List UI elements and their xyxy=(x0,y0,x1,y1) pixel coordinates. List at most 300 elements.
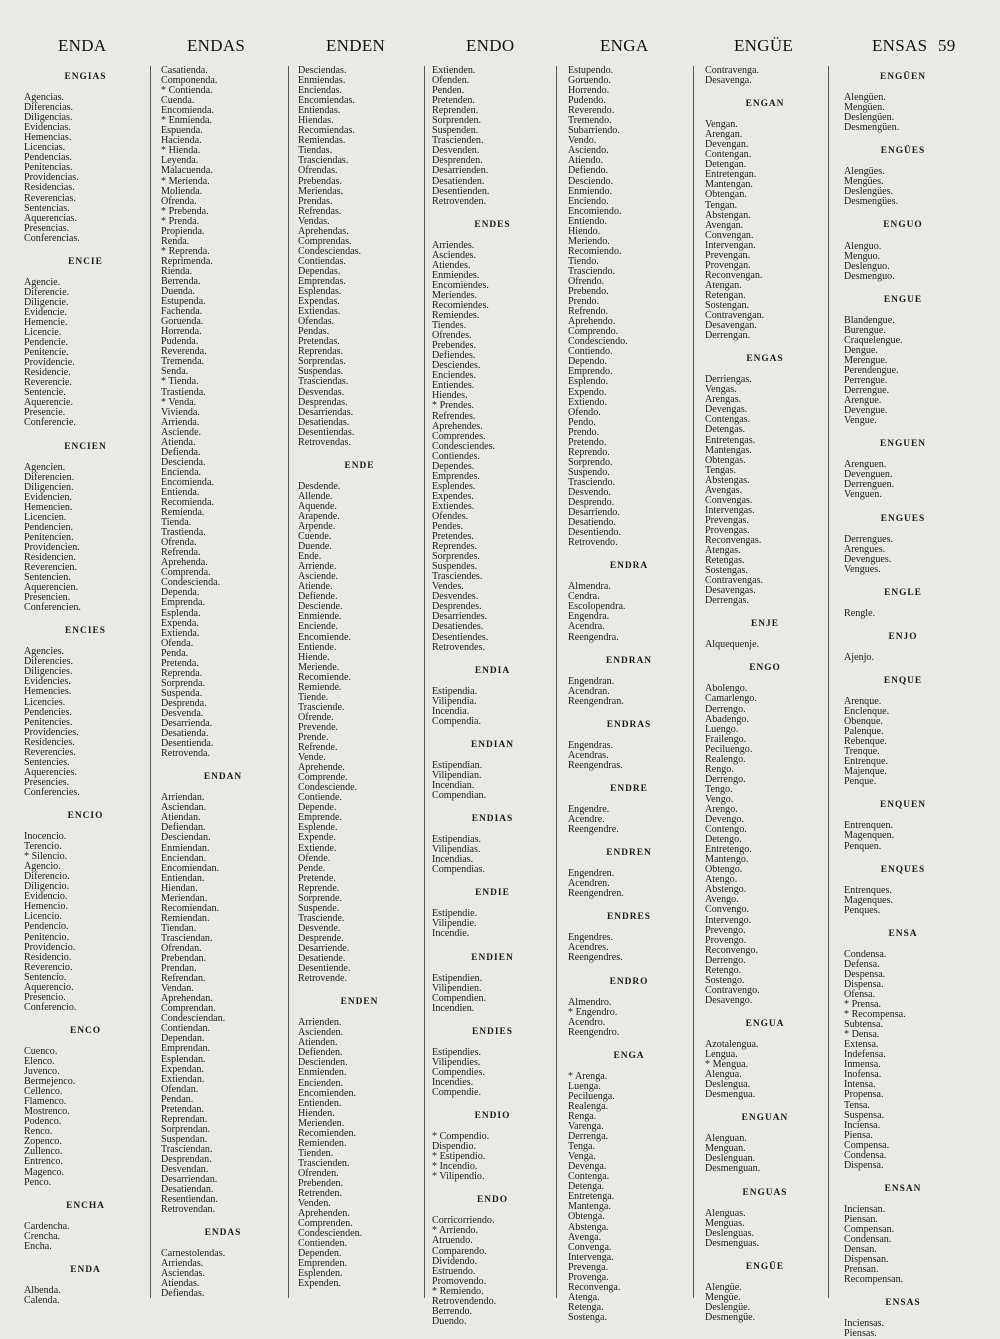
word-entry: Asciendas. xyxy=(161,1268,206,1280)
word-entry: Expenden. xyxy=(298,1278,341,1290)
word-entry: Compendias. xyxy=(432,864,485,876)
word-entry: Recomiendes. xyxy=(432,299,489,311)
word-entry: Asciendan. xyxy=(161,802,207,814)
word-entry: Diligencies. xyxy=(24,666,73,678)
word-entry: Sentencio. xyxy=(24,971,67,983)
word-entry: Entiendes. xyxy=(432,380,475,392)
word-entry: Refrendan. xyxy=(161,973,206,985)
word-entry: Tengan. xyxy=(705,199,738,211)
word-entry: Abstenga. xyxy=(568,1221,609,1233)
section-heading: ENDRE xyxy=(610,783,648,794)
word-entry: Presencien. xyxy=(24,592,71,604)
word-entry: Engendran. xyxy=(568,675,615,687)
word-entry: Avengan. xyxy=(705,219,744,231)
word-entry: Remienda. xyxy=(161,507,205,519)
word-entry: Esplende. xyxy=(298,822,338,834)
word-entry: Desdende. xyxy=(298,480,341,492)
section-heading: ENDIEN xyxy=(471,952,514,963)
word-entry: Reverenda. xyxy=(161,346,207,358)
section-heading: ENGAS xyxy=(746,354,784,365)
word-entry: Penitencio. xyxy=(24,931,70,943)
word-entry: Enciendas. xyxy=(298,85,343,97)
word-entry: Pretendes. xyxy=(432,531,474,543)
word-entry: Pendencio. xyxy=(24,921,69,933)
word-entry: Retengan. xyxy=(705,289,746,301)
word-entry: Contengas. xyxy=(705,414,751,426)
word-entry: Suspenden. xyxy=(432,125,479,137)
word-entry: Vende. xyxy=(298,752,326,764)
word-entry: Condensa. xyxy=(844,1149,887,1161)
word-entry: * Estipendio. xyxy=(432,1151,486,1163)
word-entry: Aprehendan. xyxy=(161,993,213,1005)
word-entry: Desprenden. xyxy=(432,155,483,167)
section-heading: ENSAS xyxy=(885,1298,921,1309)
word-entry: Ascienden. xyxy=(298,1027,344,1039)
word-entry: Propienda. xyxy=(161,225,205,237)
word-entry: Desentiendes. xyxy=(432,631,489,643)
word-entry: Hemencias. xyxy=(24,132,72,144)
word-entry: Encomienda. xyxy=(161,105,214,117)
word-entry: Componenda. xyxy=(161,75,218,87)
word-entry: Ofrendo. xyxy=(568,275,605,287)
word-entry: Deslenguo. xyxy=(844,260,890,272)
word-entry: Tengas. xyxy=(705,464,736,476)
word-entry: Condesciende. xyxy=(298,782,358,794)
word-entry: Reprendes. xyxy=(432,541,478,553)
column-rule xyxy=(828,66,829,1298)
word-entry: Almendro. xyxy=(568,996,612,1008)
word-entry: Compendies. xyxy=(432,1066,485,1078)
word-entry: Entienda. xyxy=(161,486,200,498)
word-entry: Compensa. xyxy=(844,1139,890,1151)
section-heading: ENDRAS xyxy=(606,719,652,730)
word-entry: Ofrendes. xyxy=(432,330,472,342)
word-entry: Derrengas. xyxy=(705,595,749,607)
word-entry: Derrengo. xyxy=(705,703,746,715)
word-entry: Aprehenda. xyxy=(161,557,208,569)
word-entry: Aprehenden. xyxy=(298,1208,350,1220)
word-entry: Venguen. xyxy=(844,489,882,501)
word-entry: Magenco. xyxy=(24,1166,65,1178)
word-entry: Suspensa. xyxy=(844,1109,885,1121)
word-entry: Condesciendo. xyxy=(568,336,628,348)
word-entry: Emprendes. xyxy=(432,470,480,482)
word-entry: Meriende. xyxy=(298,661,340,673)
word-entry: Reverendo. xyxy=(568,105,615,117)
word-entry: Engendre. xyxy=(568,804,610,815)
word-entry: Conferencias. xyxy=(24,232,80,244)
word-entry: Prendas. xyxy=(298,195,333,207)
word-entry: Ofendes. xyxy=(432,510,469,522)
word-entry: Inciensan. xyxy=(844,1203,886,1215)
section-heading: ENDRO xyxy=(609,976,649,987)
word-entry: Reprendan. xyxy=(161,1113,208,1125)
word-column-5 xyxy=(567,65,691,1323)
word-entry: Enmiendo. xyxy=(568,185,613,197)
word-entry: Esplendes. xyxy=(432,480,476,492)
word-entry: Derrengues. xyxy=(844,533,894,545)
section-heading: ENDIES xyxy=(472,1026,513,1037)
word-entry: Asciende. xyxy=(161,426,202,438)
word-entry: Pendes. xyxy=(432,521,464,533)
word-entry: Contengan. xyxy=(705,149,752,161)
word-entry: Aquerencio. xyxy=(24,981,74,993)
word-entry: Contenga. xyxy=(568,1171,610,1183)
word-entry: Esplenden. xyxy=(298,1268,343,1280)
word-entry: Estupenda. xyxy=(161,296,206,308)
word-entry: Suspendan. xyxy=(161,1133,208,1145)
word-entry: Emprenda. xyxy=(161,597,206,609)
word-entry: Ofenden. xyxy=(432,75,470,87)
word-entry: Reconvengan. xyxy=(705,269,763,281)
word-entry: Refrendes. xyxy=(432,410,476,422)
word-entry: Pendencien. xyxy=(24,521,74,533)
section-heading: ENJO xyxy=(888,631,918,642)
word-entry: Arengo. xyxy=(705,804,738,815)
word-entry: Blandengue. xyxy=(844,314,895,326)
word-entry: Mostrenco. xyxy=(24,1106,70,1118)
word-entry: Recomiende. xyxy=(298,671,351,683)
word-entry: Alengua. xyxy=(705,1069,742,1081)
word-entry: Desatiendan. xyxy=(161,1184,214,1196)
word-entry: Encomiende. xyxy=(298,631,351,643)
word-entry: Sostengan. xyxy=(705,299,750,311)
word-entry: Reconvengas. xyxy=(705,534,762,546)
word-entry: Abstengan. xyxy=(705,209,751,221)
word-entry: Dengue. xyxy=(844,344,878,356)
word-entry: Derrengue. xyxy=(844,385,890,397)
word-entry: Berrendo. xyxy=(432,1305,473,1317)
word-entry: Depende. xyxy=(298,802,337,814)
word-entry: Remiendan. xyxy=(161,912,210,924)
word-entry: Senda. xyxy=(161,366,189,378)
section-heading: ENGUES xyxy=(880,513,926,524)
word-entry: Dispensa. xyxy=(844,1159,884,1171)
word-entry: * Arenga. xyxy=(568,1070,608,1082)
word-entry: Desatiende. xyxy=(298,953,346,965)
word-entry: Prebendas. xyxy=(298,175,343,187)
word-entry: Incendie. xyxy=(432,928,470,940)
word-entry: Obenque. xyxy=(844,716,883,728)
word-entry: Penques. xyxy=(844,904,881,916)
header-title-3: ENDEN xyxy=(326,36,386,55)
word-entry: Penque. xyxy=(844,776,877,788)
word-entry: Subtensa. xyxy=(844,1019,883,1031)
word-entry: Trasciendan. xyxy=(161,1143,213,1155)
word-entry: Contravengas. xyxy=(705,575,764,587)
word-entry: Encomienden. xyxy=(298,1087,357,1099)
word-entry: Reprimenda. xyxy=(161,255,213,267)
word-entry: Acendran. xyxy=(568,685,610,697)
section-heading: ENCIES xyxy=(65,626,106,637)
word-entry: Atiendes. xyxy=(432,259,471,271)
word-entry: Convengan. xyxy=(705,229,754,241)
word-entry: Perendengue. xyxy=(844,364,899,376)
word-entry: Comprenden. xyxy=(298,1218,353,1230)
word-entry: Reverencias. xyxy=(24,192,76,204)
word-entry: Atruendo. xyxy=(432,1235,473,1247)
word-entry: Convengo. xyxy=(705,904,750,916)
word-entry: Devenguen. xyxy=(844,469,893,481)
word-entry: Enciende. xyxy=(298,621,339,633)
word-entry: Desciendo. xyxy=(568,175,614,187)
word-entry: Reprenden. xyxy=(432,105,479,117)
word-entry: Aquerencies. xyxy=(24,766,77,778)
word-entry: Defiendan. xyxy=(161,822,206,834)
word-entry: Propensa. xyxy=(844,1089,884,1101)
word-entry: Diferencias. xyxy=(24,102,74,114)
word-entry: Cuende. xyxy=(298,531,332,543)
word-entry: Enmiendan. xyxy=(161,842,210,854)
word-entry: Entrenques. xyxy=(844,884,892,896)
word-entry: Desvendes. xyxy=(432,591,479,603)
word-entry: Recomiendo. xyxy=(568,245,622,257)
word-entry: Ofrenda. xyxy=(161,195,197,207)
word-entry: Contiendo. xyxy=(568,346,613,358)
word-entry: Agencies. xyxy=(24,646,65,658)
word-entry: Condescienda. xyxy=(161,577,221,589)
word-entry: Esplenda. xyxy=(161,607,201,619)
word-entry: Desmengüen. xyxy=(844,122,900,134)
word-entry: Retrovenden. xyxy=(432,195,487,207)
word-entry: Arengas. xyxy=(705,394,742,406)
word-column-7 xyxy=(843,66,963,1339)
word-entry: Leyenda. xyxy=(161,155,199,167)
word-entry: Evidencies. xyxy=(24,676,71,688)
word-entry: Arengan. xyxy=(705,129,743,141)
word-entry: Tengo. xyxy=(705,783,733,795)
word-entry: Hiendan. xyxy=(161,882,198,894)
word-entry: Compensan. xyxy=(844,1223,895,1235)
word-entry: Goruendo. xyxy=(568,75,611,87)
word-entry: Reengendres. xyxy=(568,952,623,964)
word-entry: Residencies. xyxy=(24,736,75,748)
word-entry: Comprendas. xyxy=(298,235,352,247)
word-entry: Densan. xyxy=(844,1244,877,1256)
section-heading: ENDE xyxy=(344,460,375,471)
word-entry: Aquerencien. xyxy=(24,582,79,594)
word-entry: Obtengan. xyxy=(705,189,747,201)
word-entry: Renda. xyxy=(161,235,190,247)
word-entry: Extensa. xyxy=(844,1039,879,1051)
column-rule xyxy=(556,66,557,1298)
word-entry: Defensa. xyxy=(844,958,880,970)
word-entry: Arriendan. xyxy=(161,792,205,804)
word-entry: Zopenco. xyxy=(24,1136,62,1148)
word-entry: Vengue. xyxy=(844,415,877,427)
word-entry: Defiende. xyxy=(298,591,338,603)
word-entry: Terencio. xyxy=(24,841,62,853)
word-entry: Ofendas. xyxy=(298,316,335,328)
word-entry: Piensan. xyxy=(844,1213,878,1225)
section-heading: ENGÜEN xyxy=(879,72,927,82)
word-entry: Atiendo. xyxy=(568,155,604,167)
word-entry: Atengan. xyxy=(705,279,742,291)
word-entry: Atienda. xyxy=(161,436,196,448)
word-entry: Atiendan. xyxy=(161,812,201,824)
word-entry: Hemencies. xyxy=(24,686,72,698)
word-entry: Inciensa. xyxy=(844,1119,881,1131)
word-entry: Podenco. xyxy=(24,1116,62,1128)
word-entry: Tremenda. xyxy=(161,356,205,368)
section-heading: ENDA xyxy=(70,1264,101,1275)
word-entry: Defiendo. xyxy=(568,165,609,177)
word-entry: Reengendro. xyxy=(568,1026,620,1038)
section-heading: ENDRES xyxy=(606,912,652,923)
section-heading: ENDEN xyxy=(340,997,379,1008)
word-entry: Frailengo. xyxy=(705,733,747,745)
word-entry: * Mengua. xyxy=(705,1059,749,1071)
word-entry: Desprendas. xyxy=(298,396,348,408)
word-entry: Conferencies. xyxy=(24,786,80,798)
word-entry: Condesciendan. xyxy=(161,1013,226,1025)
word-entry: Contiendan. xyxy=(161,1023,211,1035)
word-entry: * Incendio. xyxy=(432,1161,478,1173)
word-entry: Pretenda. xyxy=(161,657,199,669)
word-entry: * Prendes. xyxy=(432,400,475,412)
word-entry: Expende. xyxy=(298,832,336,844)
word-entry: Pudendo. xyxy=(568,95,606,107)
word-entry: Meriendes. xyxy=(432,289,478,301)
word-entry: Asciendo. xyxy=(568,145,609,157)
word-entry: Acendren. xyxy=(568,878,610,890)
word-entry: Trasciendan. xyxy=(161,932,213,944)
word-entry: Ofendo. xyxy=(568,406,601,418)
word-entry: Retrovenda. xyxy=(161,748,211,760)
section-heading: ENGIAS xyxy=(64,72,107,82)
word-column-3 xyxy=(297,66,422,1298)
word-entry: * Engendro. xyxy=(568,1006,618,1018)
word-entry: Providencien. xyxy=(24,541,80,553)
word-entry: Pretendo. xyxy=(568,436,607,448)
word-entry: Evidencien. xyxy=(24,491,72,503)
word-entry: Berrenda. xyxy=(161,275,201,287)
word-entry: Suspendo. xyxy=(568,466,610,478)
word-entry: Crencha. xyxy=(24,1230,61,1242)
word-entry: Derriengas. xyxy=(705,374,752,386)
word-entry: Penden. xyxy=(432,85,465,97)
word-entry: Incendies. xyxy=(432,1076,474,1088)
word-entry: Expenda. xyxy=(161,617,199,629)
word-entry: Penco. xyxy=(24,1176,52,1188)
word-entry: Reengendran. xyxy=(568,695,624,707)
word-entry: Devenga. xyxy=(568,1161,607,1173)
word-entry: Dependan. xyxy=(161,1033,205,1045)
word-entry: Agencio. xyxy=(24,861,61,873)
word-entry: Comprendan. xyxy=(161,1003,216,1015)
word-entry: Conferencien. xyxy=(24,602,81,614)
word-entry: Acendre. xyxy=(568,814,605,826)
word-entry: Prebendan. xyxy=(161,953,207,965)
word-entry: Tiendan. xyxy=(161,922,197,934)
word-entry: Alquequenje. xyxy=(705,639,760,651)
word-entry: Pretendas. xyxy=(298,336,340,348)
word-entry: Ofrendan. xyxy=(161,942,202,954)
word-entry: Desciendas. xyxy=(298,65,347,76)
word-entry: Derrengo. xyxy=(705,773,746,785)
word-entry: Encomiendas. xyxy=(298,95,355,107)
word-entry: Entienden. xyxy=(298,1097,342,1109)
header-title-1: ENDA xyxy=(58,36,107,55)
page-number: 59 xyxy=(938,36,956,55)
word-entry: Pende. xyxy=(298,862,326,874)
word-entry: Perrengue. xyxy=(844,375,888,387)
word-entry: Retrovende. xyxy=(298,973,348,985)
word-entry: Residencio. xyxy=(24,951,72,963)
word-entry: Reengendren. xyxy=(568,888,624,900)
word-entry: Sostenga. xyxy=(568,1311,607,1323)
section-heading: ENGUA xyxy=(745,1018,785,1029)
word-entry: Hemencien. xyxy=(24,501,73,513)
word-entry: Vilipendias. xyxy=(432,844,481,856)
word-entry: Dispensan. xyxy=(844,1254,889,1266)
word-entry: Reverencien. xyxy=(24,562,77,574)
word-entry: Mengües. xyxy=(844,176,884,188)
section-heading: ENCIO xyxy=(67,811,104,821)
word-entry: Entretengan. xyxy=(705,169,757,181)
word-entry: Desarriendas. xyxy=(298,406,354,418)
word-entry: Suspendas. xyxy=(298,366,344,378)
word-entry: Reconvenga. xyxy=(568,1281,621,1293)
word-entry: Diligencio. xyxy=(24,881,70,893)
word-entry: Aquerencias. xyxy=(24,212,77,224)
word-entry: Provengo. xyxy=(705,934,747,946)
word-entry: Incendian. xyxy=(432,780,475,791)
column-rule xyxy=(150,66,151,1298)
word-entry: Tiendes. xyxy=(432,320,467,332)
section-heading: ENGÜE xyxy=(745,1261,785,1272)
word-entry: Dispendio. xyxy=(432,1141,477,1153)
word-entry: Aquerencie. xyxy=(24,397,74,409)
word-entry: Devengues. xyxy=(844,553,892,565)
word-entry: Prevengo. xyxy=(705,924,746,936)
word-entry: Evidencie. xyxy=(24,306,67,318)
word-entry: Providencie. xyxy=(24,357,75,369)
word-column-1 xyxy=(23,66,148,1306)
section-heading: ENQUES xyxy=(880,864,926,875)
word-entry: Escolopendra. xyxy=(568,601,626,613)
word-entry: Horrendo. xyxy=(568,85,610,97)
word-entry: Trastienda. xyxy=(161,527,206,539)
word-entry: Atienden. xyxy=(298,1037,338,1049)
word-entry: Sentencias. xyxy=(24,202,70,214)
word-entry: Presencies. xyxy=(24,776,70,788)
word-entry: Esplendo. xyxy=(568,376,609,388)
word-entry: Incendias. xyxy=(432,854,474,866)
word-entry: Abstengas. xyxy=(705,474,750,486)
word-entry: Arengues. xyxy=(844,543,886,555)
word-entry: Desarriendes. xyxy=(432,611,488,623)
word-entry: Presencias. xyxy=(24,222,70,234)
word-entry: Desprende. xyxy=(298,932,344,944)
word-entry: Estruendo. xyxy=(432,1265,476,1277)
word-entry: Comparendo. xyxy=(432,1245,487,1257)
word-entry: Prende. xyxy=(298,732,329,743)
word-entry: Estipendian. xyxy=(432,759,483,771)
word-entry: Retengo. xyxy=(705,964,742,976)
word-entry: Remiende. xyxy=(298,681,342,693)
word-entry: Hienden. xyxy=(298,1107,335,1119)
word-entry: Intervenga. xyxy=(568,1251,614,1263)
word-entry: Deslenguas. xyxy=(705,1227,755,1239)
word-entry: Entiendas. xyxy=(298,105,341,117)
word-entry: Pudenda. xyxy=(161,336,199,348)
word-entry: Vengues. xyxy=(844,563,881,575)
word-entry: Corricorriendo. xyxy=(432,1215,495,1227)
word-entry: Merengue. xyxy=(844,354,888,366)
word-entry: Expendas. xyxy=(298,296,340,308)
word-entry: Sorprendas. xyxy=(298,356,346,368)
